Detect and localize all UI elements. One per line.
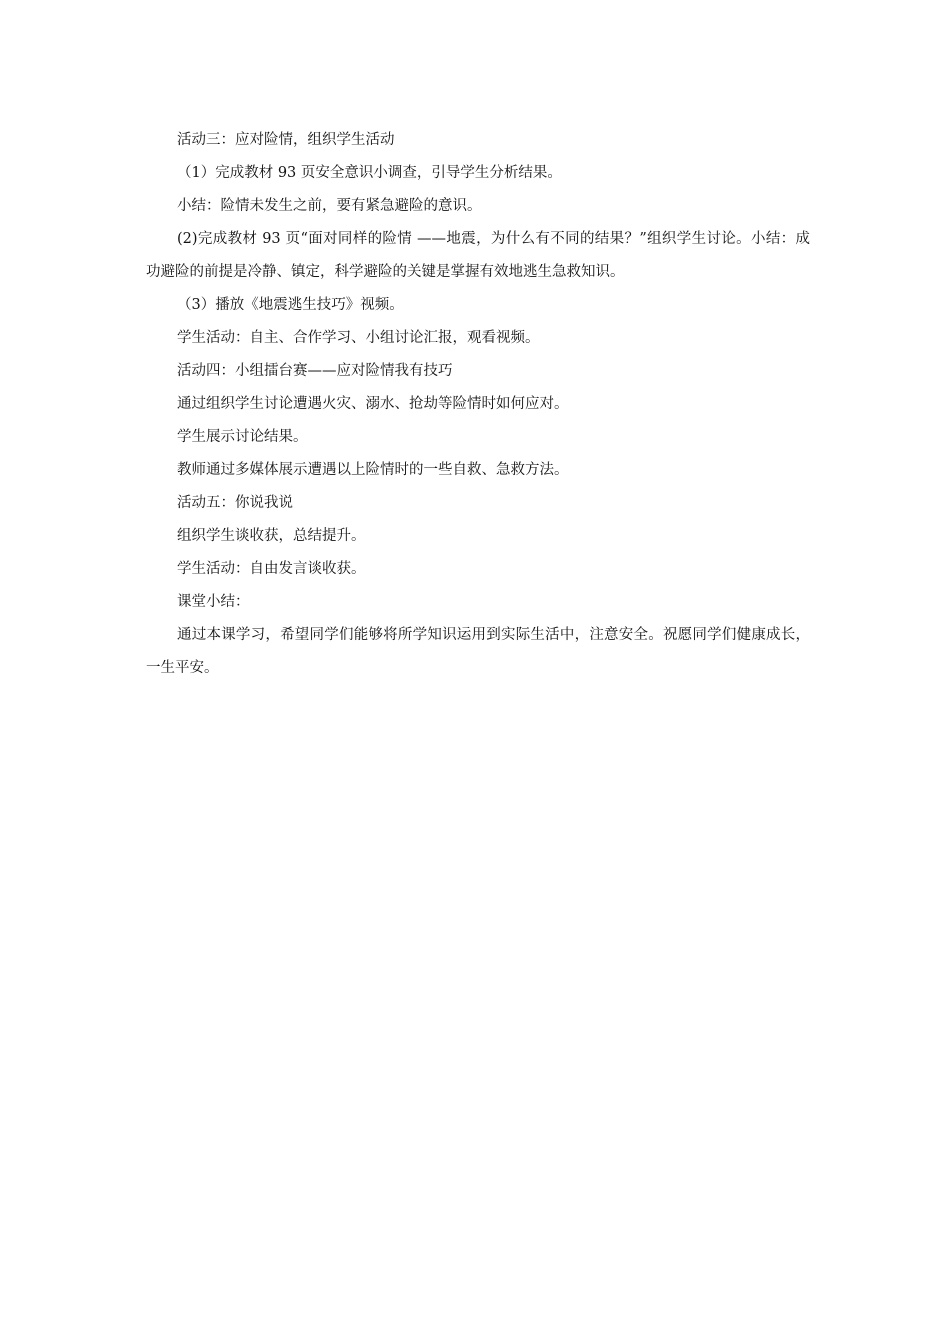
- document-body: [146, 124, 810, 685]
- class-summary-text: 通过本课学习，希望同学们能够将所学知识运用到实际生活中，注意安全。祝愿同学们健康成长，一生平安。: [146, 627, 810, 676]
- activity-4-teacher-demo: 教师通过多媒体展示遭遇以上险情时的一些自救、急救方法。: [177, 462, 569, 478]
- activity-4-presentation: 学生展示讨论结果。: [177, 429, 308, 445]
- activity-4-heading: 活动四：小组擂台赛——应对险情我有技巧: [177, 363, 453, 379]
- activity-5-organize: 组织学生谈收获，总结提升。: [177, 528, 366, 544]
- activity-3-step-3: （3）播放《地震逃生技巧》视频。: [177, 297, 404, 313]
- activity-3-summary-1: 小结：险情未发生之前，要有紧急避险的意识。: [177, 198, 482, 214]
- class-summary-heading: 课堂小结：: [177, 594, 250, 610]
- activity-5-heading: 活动五：你说我说: [177, 495, 293, 511]
- activity-3-step-2: (2)完成教材 93 页“面对同样的险情 ——地震，为什么有不同的结果？”组织学生讨论。小结：成功避险的前提是冷静、镇定，科学避险的关键是掌握有效地逃生急救知识。: [146, 231, 810, 280]
- activity-3-step-1: （1）完成教材 93 页安全意识小调查，引导学生分析结果。: [177, 165, 562, 181]
- activity-3-heading: 活动三：应对险情，组织学生活动: [177, 132, 395, 148]
- activity-4-discussion: 通过组织学生讨论遭遇火灾、溺水、抢劫等险情时如何应对。: [177, 396, 569, 412]
- student-activity-1: 学生活动：自主、合作学习、小组讨论汇报，观看视频。: [177, 330, 540, 346]
- student-activity-2: 学生活动：自由发言谈收获。: [177, 561, 366, 577]
